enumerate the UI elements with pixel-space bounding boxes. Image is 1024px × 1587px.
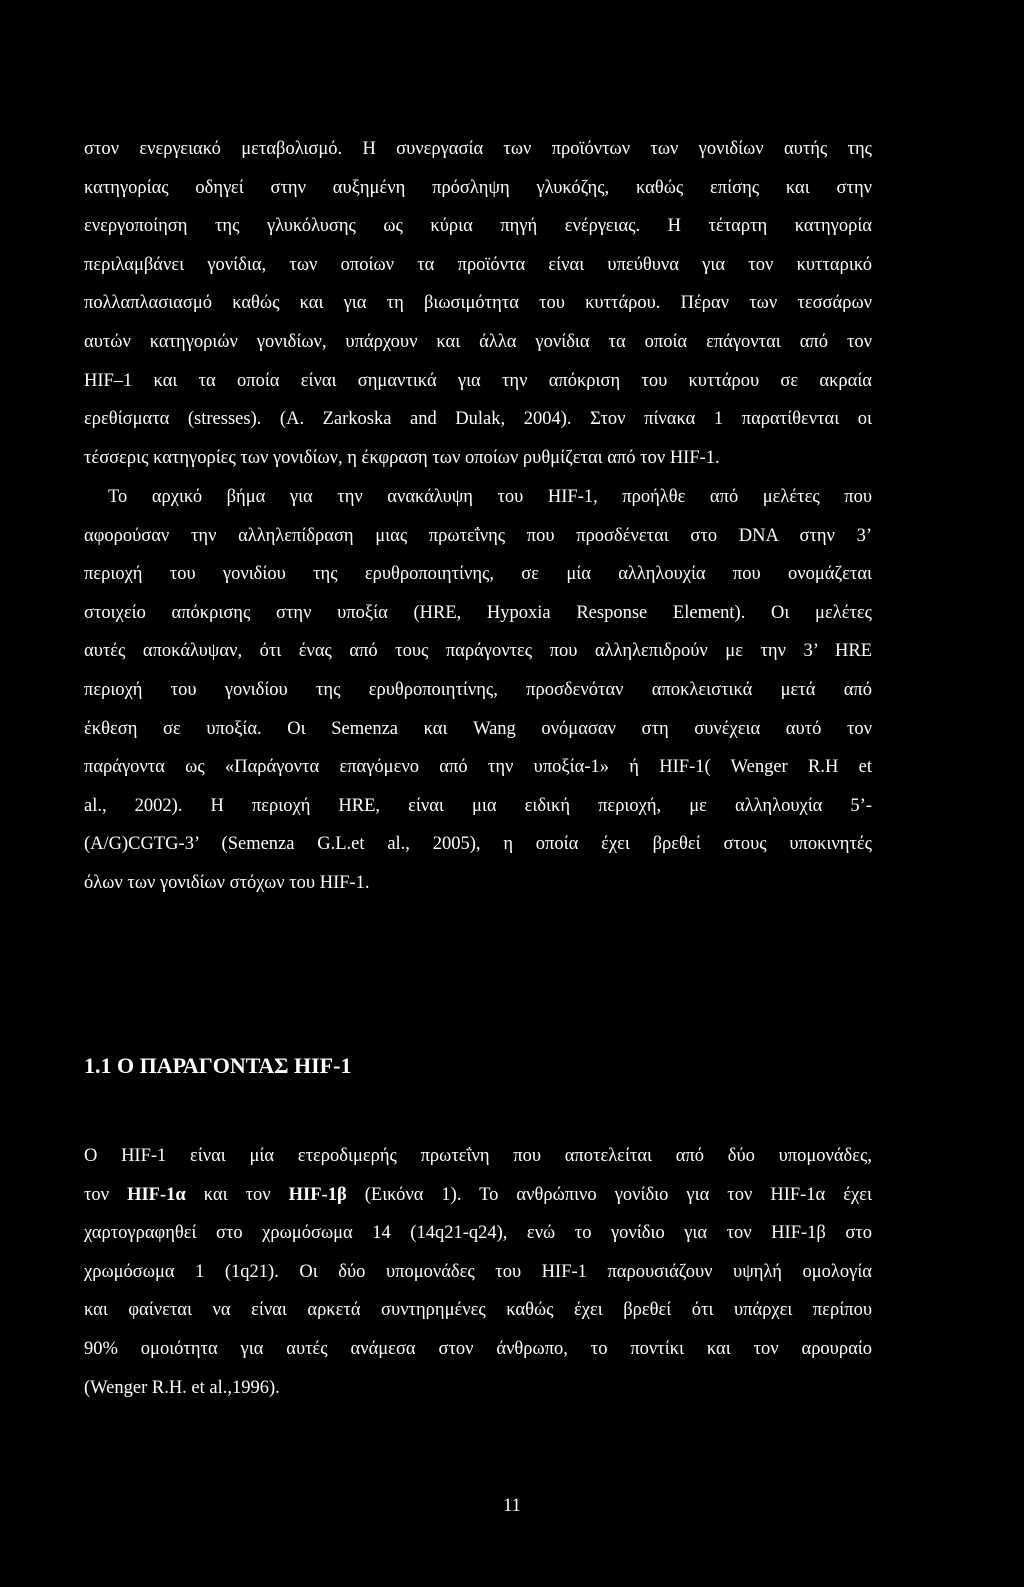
text-line: ερεθίσματα (stresses). (A. Zarkoska and Dulak, 2004). Στον πίνακα 1 παρατίθενται οι (84, 409, 872, 430)
text-line: 90% ομοιότητα για αυτές ανάμεσα στον άνθρωπο, το ποντίκι και τον αρουραίο (84, 1338, 872, 1359)
text-line: έκθεση σε υποξία. Οι Semenza και Wang ονόμασαν στη συνέχεια αυτό τον (84, 718, 872, 739)
paragraph-hif-discovery (84, 478, 872, 903)
text-run: τον (84, 1184, 128, 1205)
text-line: περιοχή του γονιδίου της ερυθροποιητίνης, σε μία αλληλουχία που ονομάζεται (84, 564, 872, 585)
text-line: περιοχή του γονιδίου της ερυθροποιητίνης, προσδενόταν αποκλειστικά μετά από (84, 679, 872, 700)
section-heading: 1.1 Ο ΠΑΡΑΓΟΝΤΑΣ HIF-1 (84, 1053, 352, 1078)
text-line: παράγοντα ως «Παράγοντα επαγόμενο από την υποξία-1» ή HIF-1( Wenger R.H et (84, 757, 872, 778)
text-line: Ο HIF-1 είναι μία ετεροδιμερής πρωτεΐνη που αποτελείται από δύο υπομονάδες, (84, 1146, 872, 1166)
paragraph-hif-subunits (84, 1137, 872, 1407)
paragraph-gene-categories (84, 130, 872, 477)
text-line: περιλαμβάνει γονίδια, των οποίων τα προϊόντα είναι υπεύθυνα για τον κυτταρικό (84, 254, 872, 275)
text-line: αυτών κατηγοριών γονιδίων, υπάρχουν και άλλα γονίδια τα οποία επάγονται από τον (84, 331, 872, 352)
text-run: (Εικόνα 1). Το ανθρώπινο γονίδιο για τον HIF-1α έχει (346, 1184, 872, 1205)
text-line: αφορούσαν την αλληλεπίδραση μιας πρωτεΐνης που προσδένεται στο DNA στην 3’ (84, 525, 872, 546)
text-line: τέσσερις κατηγορίες των γονιδίων, η έκφραση των οποίων ρυθμίζεται από τον HIF-1. (84, 447, 720, 468)
text-line: HIF–1 και τα οποία είναι σημαντικά για την απόκριση του κυττάρου σε ακραία (84, 370, 872, 391)
text-line: πολλαπλασιασμό καθώς και για τη βιωσιμότητα του κυττάρου. Πέραν των τεσσάρων (84, 293, 872, 314)
text-line: και φαίνεται να είναι αρκετά συντηρημένες καθώς έχει βρεθεί ότι υπάρχει περίπου (84, 1300, 872, 1321)
subunit-alpha-label: HIF-1α (127, 1184, 186, 1205)
subunit-beta-label: HIF-1β (288, 1184, 347, 1205)
text-line: χρωμόσωμα 1 (1q21). Οι δύο υπομονάδες του HIF-1 παρουσιάζουν υψηλή ομολογία (84, 1261, 872, 1282)
text-line: αυτές αποκάλυψαν, ότι ένας από τους παράγοντες που αλληλεπιδρούν με την 3’ HRE (84, 641, 872, 662)
text-line-with-bold (84, 1176, 872, 1215)
page-number: 11 (503, 1496, 521, 1516)
text-line: χαρτογραφηθεί στο χρωμόσωμα 14 (14q21-q24), ενώ το γονίδιο για τον HIF-1β στο (84, 1223, 872, 1244)
text-line: ενεργοποίηση της γλυκόλυσης ως κύρια πηγή ενέργειας. Η τέταρτη κατηγορία (84, 216, 872, 237)
text-line: στον ενεργειακό μεταβολισμό. Η συνεργασία των προϊόντων των γονιδίων αυτής της (84, 139, 872, 159)
text-line: al., 2002). Η περιοχή HRE, είναι μια ειδική περιοχή, με αλληλουχία 5’- (84, 795, 872, 816)
text-line: (Wenger R.H. et al.,1996). (84, 1377, 280, 1398)
text-run: και τον (185, 1184, 289, 1205)
text-line: Το αρχικό βήμα για την ανακάλυψη του HIF-1, προήλθε από μελέτες που (108, 487, 872, 507)
text-line: κατηγορίας οδηγεί στην αυξημένη πρόσληψη γλυκόζης, καθώς επίσης και στην (84, 177, 872, 198)
text-line: (A/G)CGTG-3’ (Semenza G.L.et al., 2005), η οποία έχει βρεθεί στους υποκινητές (84, 834, 872, 855)
text-line: όλων των γονιδίων στόχων του HIF-1. (84, 872, 370, 893)
text-line: στοιχείο απόκρισης στην υποξία (HRE, Hypoxia Response Element). Οι μελέτες (84, 602, 872, 623)
